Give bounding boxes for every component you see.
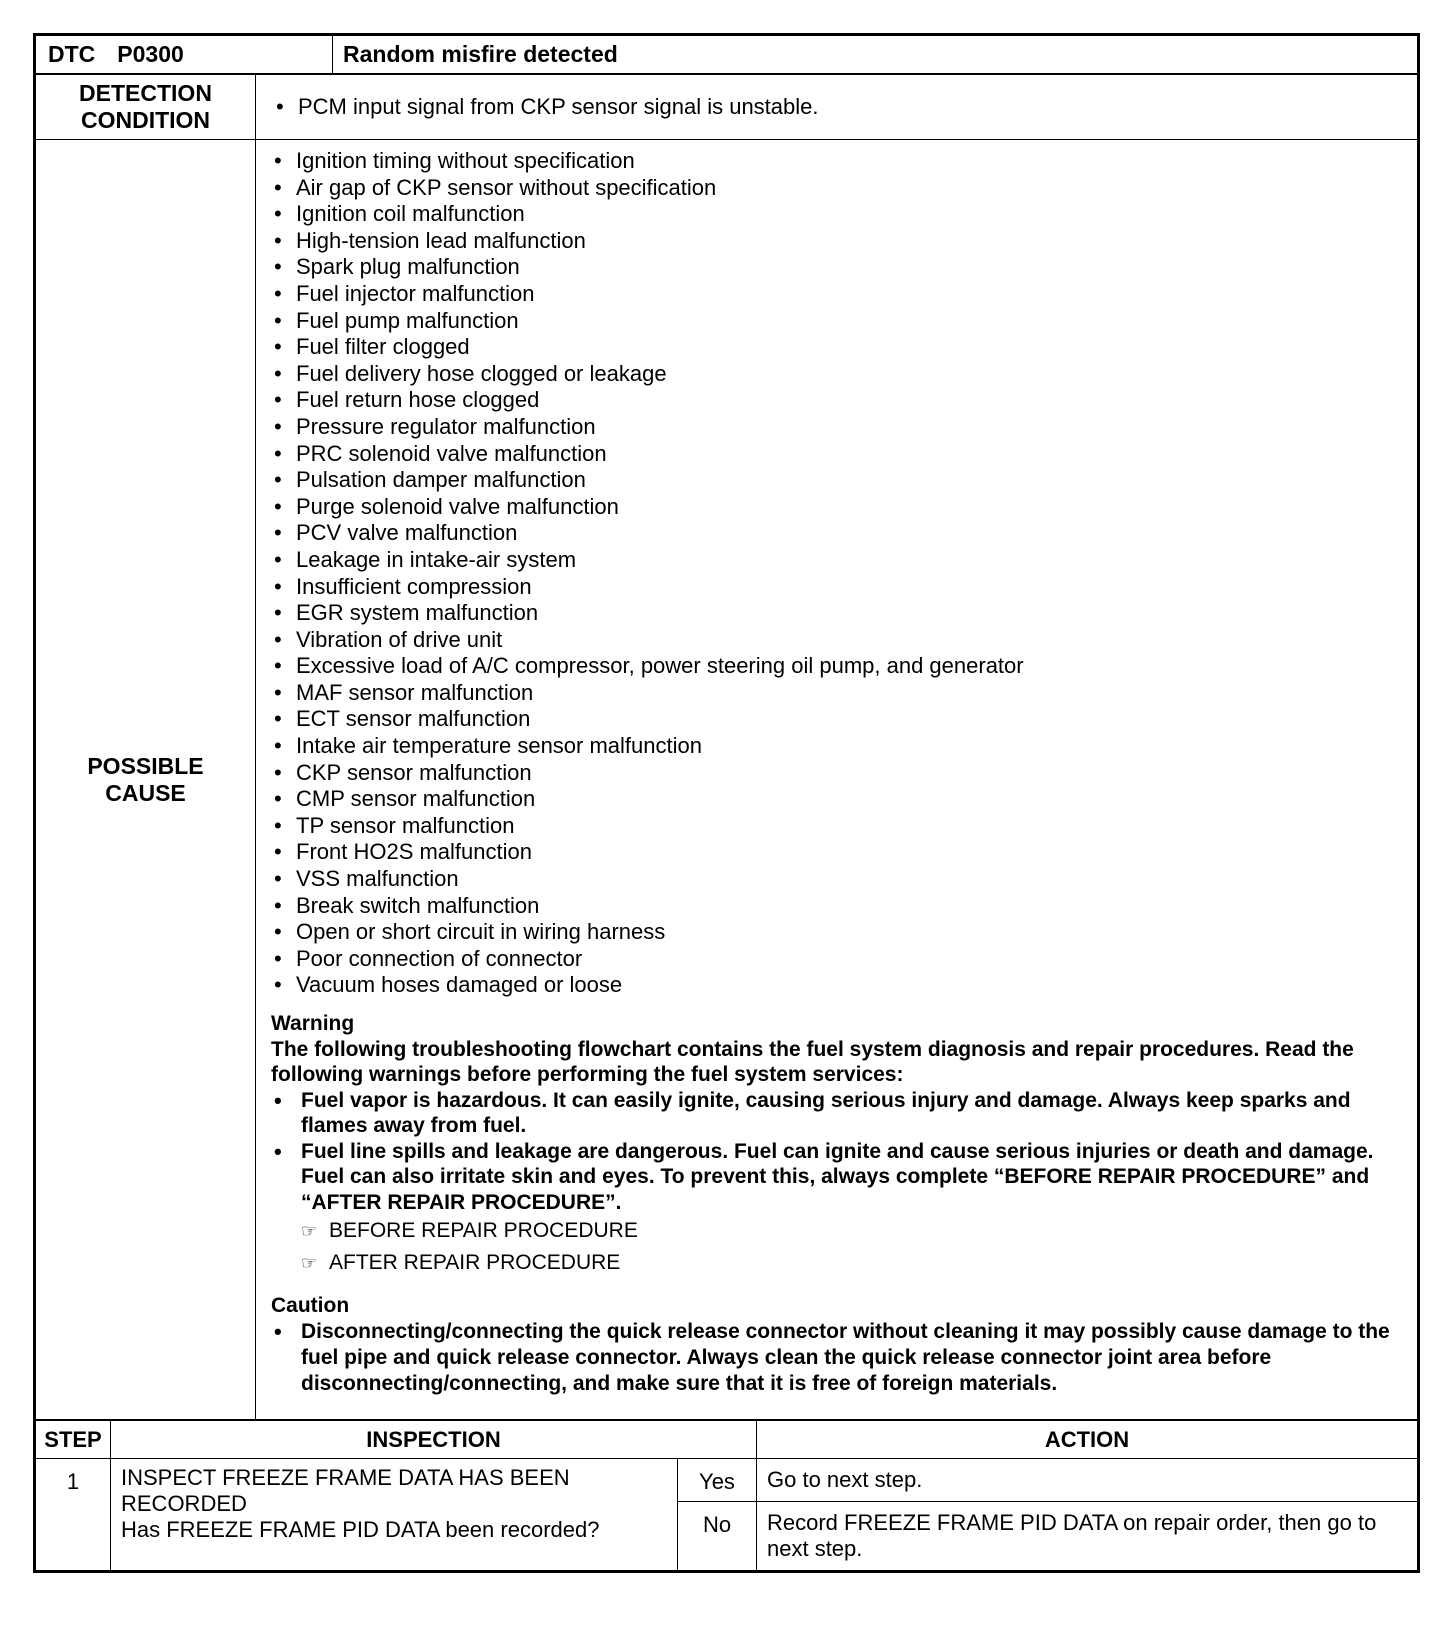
detection-item: • PCM input signal from CKP sensor signal is unstable. bbox=[268, 94, 1417, 120]
warning-list bbox=[271, 1088, 1397, 1216]
caution-heading: Caution bbox=[271, 1294, 350, 1317]
caution-item: • Disconnecting/connecting the quick release connector without cleaning it may possibly cause damage to the fuel pipe and quick release connector. Always clean the quick release connector joint area before disconnecting/connecting, and make sure that it is free of foreign materials. bbox=[271, 1319, 1397, 1397]
possible-cause-label: POSSIBLE CAUSE bbox=[36, 140, 256, 1420]
dtc-detail-table bbox=[35, 74, 1418, 1420]
cause-item: • CKP sensor malfunction bbox=[266, 760, 1397, 787]
cause-item: • Ignition coil malfunction bbox=[266, 201, 1397, 228]
cause-item: • MAF sensor malfunction bbox=[266, 680, 1397, 707]
warning-heading: Warning bbox=[271, 1012, 355, 1035]
cause-item: • ECT sensor malfunction bbox=[266, 706, 1397, 733]
cause-item: • Insufficient compression bbox=[266, 574, 1397, 601]
yes-label: Yes bbox=[678, 1459, 757, 1502]
caution-section bbox=[256, 1279, 1417, 1419]
cause-item: • Poor connection of connector bbox=[266, 946, 1397, 973]
cause-item: • Excessive load of A/C compressor, power steering oil pump, and generator bbox=[266, 653, 1397, 680]
cause-item: • High-tension lead malfunction bbox=[266, 228, 1397, 255]
detection-condition-label: DETECTION CONDITION bbox=[36, 75, 256, 140]
cause-item: • Vacuum hoses damaged or loose bbox=[266, 972, 1397, 999]
cause-item: • Fuel injector malfunction bbox=[266, 281, 1397, 308]
cause-item: • Spark plug malfunction bbox=[266, 254, 1397, 281]
cause-item: • Fuel filter clogged bbox=[266, 334, 1397, 361]
cause-item: • Intake air temperature sensor malfunction bbox=[266, 733, 1397, 760]
dtc-document bbox=[33, 33, 1420, 1573]
cause-item: • Vibration of drive unit bbox=[266, 627, 1397, 654]
cause-item: • Pulsation damper malfunction bbox=[266, 467, 1397, 494]
cause-item: • Air gap of CKP sensor without specification bbox=[266, 175, 1397, 202]
inspection-steps-table bbox=[35, 1420, 1418, 1571]
detection-condition-text bbox=[256, 75, 1418, 140]
cause-item: • TP sensor malfunction bbox=[266, 813, 1397, 840]
possible-cause-content bbox=[256, 140, 1418, 1420]
no-action: Record FREEZE FRAME PID DATA on repair order, then go to next step. bbox=[757, 1502, 1418, 1571]
caution-list bbox=[271, 1319, 1397, 1397]
inspection-column-header: INSPECTION bbox=[111, 1421, 757, 1459]
warning-item: • Fuel vapor is hazardous. It can easily ignite, causing serious injury and damage. Always keep sparks and flames away from fuel. bbox=[271, 1088, 1397, 1139]
cause-item: • Ignition timing without specification bbox=[266, 148, 1397, 175]
pointing-hand-icon: ☞ bbox=[301, 1253, 318, 1273]
action-column-header: ACTION bbox=[757, 1421, 1418, 1459]
cause-item: • Break switch malfunction bbox=[266, 893, 1397, 920]
cause-item: • Leakage in intake-air system bbox=[266, 547, 1397, 574]
cause-item: • VSS malfunction bbox=[266, 866, 1397, 893]
cause-item: • Fuel pump malfunction bbox=[266, 308, 1397, 335]
step-number: 1 bbox=[36, 1459, 111, 1571]
cause-item: • Pressure regulator malfunction bbox=[266, 414, 1397, 441]
cause-item: • Fuel return hose clogged bbox=[266, 387, 1397, 414]
pointing-hand-icon: ☞ bbox=[301, 1221, 318, 1241]
dtc-code: P0300 bbox=[117, 41, 184, 67]
reference-after-repair[interactable]: ☞ AFTER REPAIR PROCEDURE bbox=[271, 1247, 1397, 1279]
cause-item: • Fuel delivery hose clogged or leakage bbox=[266, 361, 1397, 388]
cause-item: • PCV valve malfunction bbox=[266, 520, 1397, 547]
warning-section bbox=[256, 999, 1417, 1279]
dtc-code-cell bbox=[36, 36, 333, 74]
cause-item: • PRC solenoid valve malfunction bbox=[266, 441, 1397, 468]
yes-action: Go to next step. bbox=[757, 1459, 1418, 1502]
step-column-header: STEP bbox=[36, 1421, 111, 1459]
reference-before-repair[interactable]: ☞ BEFORE REPAIR PROCEDURE bbox=[271, 1215, 1397, 1247]
no-label: No bbox=[678, 1502, 757, 1571]
dtc-label: DTC bbox=[48, 41, 96, 67]
possible-cause-list bbox=[266, 148, 1397, 999]
dtc-header-table bbox=[35, 35, 1418, 74]
dtc-title: Random misfire detected bbox=[333, 36, 1418, 74]
cause-item: • Purge solenoid valve malfunction bbox=[266, 494, 1397, 521]
cause-item: • Open or short circuit in wiring harness bbox=[266, 919, 1397, 946]
cause-item: • EGR system malfunction bbox=[266, 600, 1397, 627]
cause-item: • Front HO2S malfunction bbox=[266, 839, 1397, 866]
warning-item: • Fuel line spills and leakage are dangerous. Fuel can ignite and cause serious injuries or death and damage. Fuel can also irritate skin and eyes. To prevent this, always complete “BEFORE REPAIR PROCEDURE” and “AFTER REPAIR PROCEDURE”. bbox=[271, 1139, 1397, 1216]
inspection-text: INSPECT FREEZE FRAME DATA HAS BEEN RECORDED Has FREEZE FRAME PID DATA been recorded? bbox=[111, 1459, 678, 1571]
cause-item: • CMP sensor malfunction bbox=[266, 786, 1397, 813]
warning-intro: The following troubleshooting flowchart contains the fuel system diagnosis and repair procedures. Read the following warnings before performing the fuel system services: bbox=[271, 1037, 1354, 1086]
